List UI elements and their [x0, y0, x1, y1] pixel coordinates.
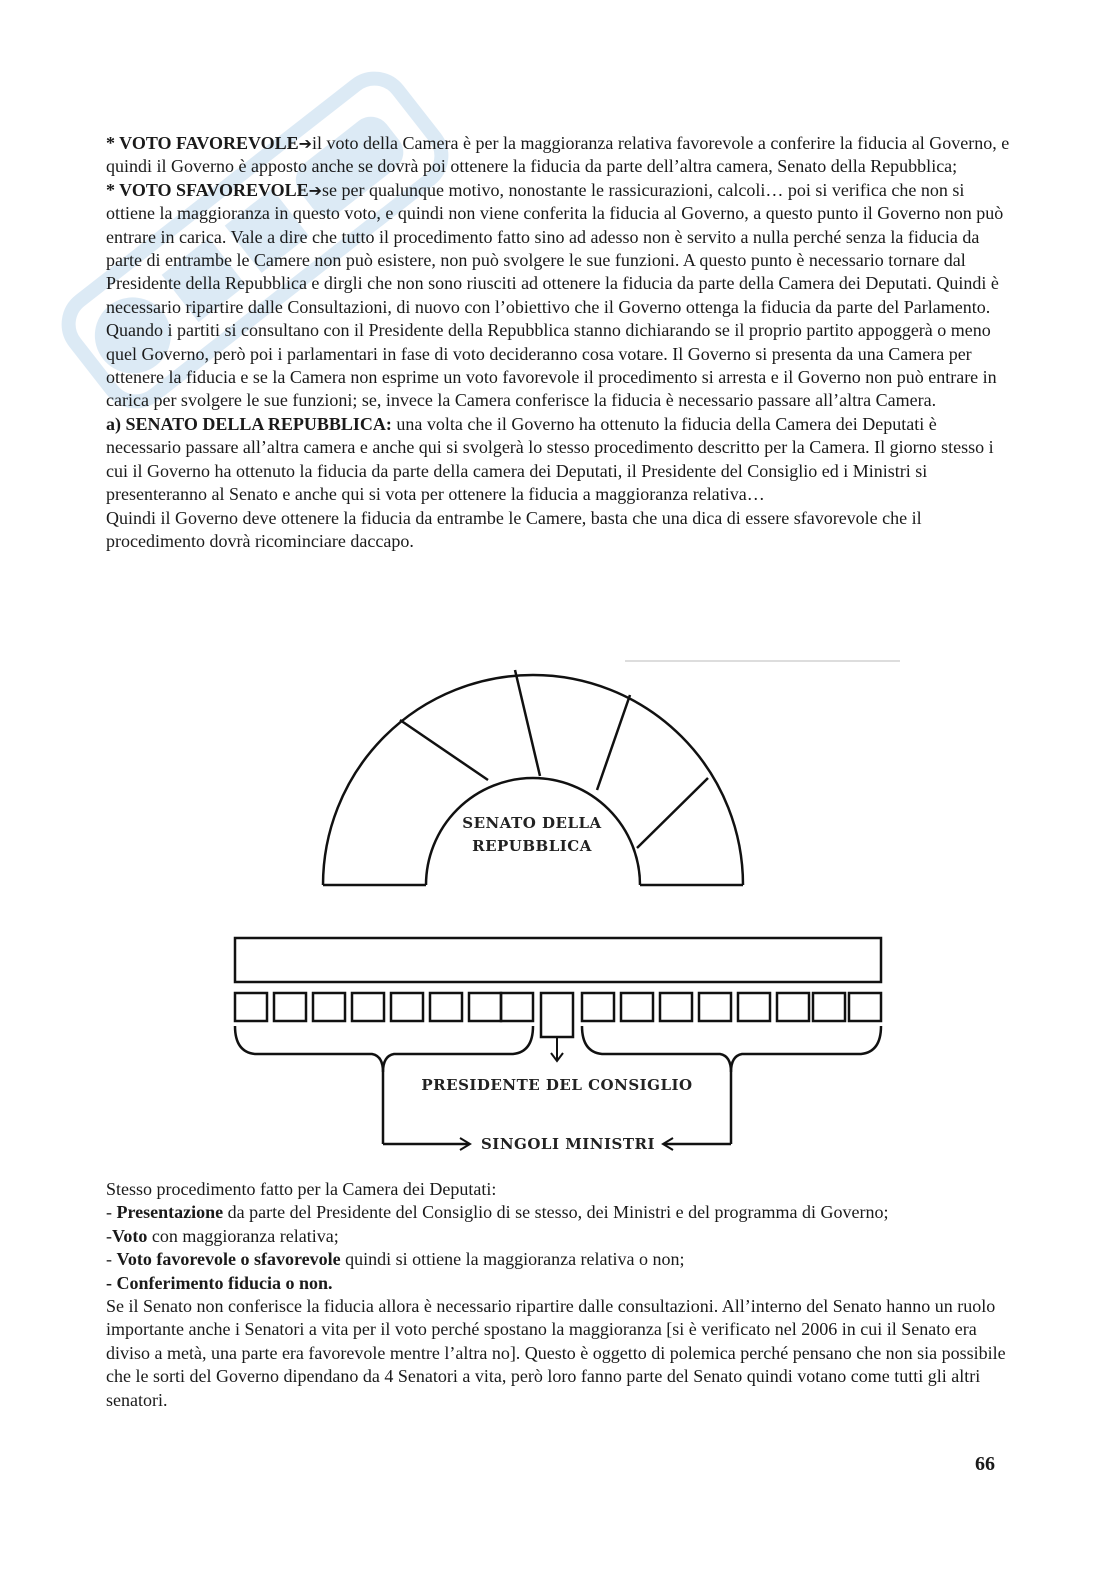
text-senato: una volta che il Governo ha ottenuto la fiducia della Camera dei Deputati è necessario passare all’altra camera e anche qui si svolgerà lo stesso procedimento descritto per la Camera. Il giorno stesso i cui il Governo ha ottenuto la fiducia da parte della camera dei Deputati, il Presidente del Consiglio ed i Ministri si presenteranno al Senato e anche qui si vota per ottenere la fiducia a maggioranza relativa…: [106, 413, 994, 505]
label-singoli-ministri: SINGOLI MINISTRI: [480, 1135, 656, 1153]
text-section-procedimento: [106, 1178, 1016, 1412]
senato-diagram: [0, 650, 1116, 1170]
seats-left: [235, 993, 533, 1021]
list-item-bold: Voto favorevole o sfavorevole: [116, 1249, 341, 1270]
list-item-conferimento: [106, 1272, 1016, 1295]
list-intro: Stesso procedimento fatto per la Camera dei Deputati:: [106, 1179, 497, 1199]
label-voto-sfavorevole: * VOTO SFAVOREVOLE: [106, 179, 309, 200]
paragraph-quindi: Quindi il Governo deve ottenere la fiducia da entrambe le Camere, basta che una dica di essere sfavorevole che il procedimento dovrà ricominciare daccapo.: [106, 507, 922, 551]
text-voto-favorevole: il voto della Camera è per la maggioranza relativa favorevole a conferire la fiducia al Governo, e quindi il Governo è apposto anche se dovrà poi ottenere la fiducia da parte dell’altra camera, Senato della Repubblica;: [106, 133, 1010, 177]
paragraph-final: Se il Senato non conferisce la fiducia allora è necessario ripartire dalle consultazioni. All’interno del Senato hanno un ruolo importante anche i Senatori a vita per il voto perché spostano la maggioranza [si è verificato nel 2006 in cui il Senato era diviso a metà, una parte era favorevole mentre l’altra no]. Questo è oggetto di polemica perché pensano che non sia possibile che le sorti del Governo dipendano da 4 Senatori a vita, però loro fanno parte del Senato quindi votano come tutti gli altri senatori.: [106, 1296, 1006, 1410]
label-senato-line1: SENATO DELLA: [462, 814, 602, 832]
list-item-bold: Presentazione: [116, 1202, 224, 1223]
text-voto-sfavorevole: se per qualunque motivo, nonostante le rassicurazioni, calcoli… poi si verifica che non si ottiene la maggioranza in questo voto, e quindi non viene conferita la fiducia al Governo, a questo punto il Governo non può entrare in carica. Vale a dire che tutto il procedimento fatto sino ad adesso non è servito a nulla perché senza la fiducia da parte di entrambe le Camere non può esistere, non può svolgere le sue funzioni. A questo punto è necessario tornare dal Presidente della Repubblica e dirgli che non sono riusciti ad ottenere la fiducia da parte della Camera dei Deputati. Quindi è necessario ripartire dalle Consultazioni, di nuovo con l’obiettivo che il Governo ottenga la fiducia da parte del Parlamento.: [106, 179, 1004, 317]
paragraph-senato: [106, 413, 1016, 507]
page-number: 66: [975, 1453, 995, 1475]
seats-right: [582, 993, 881, 1021]
label-voto-favorevole: * VOTO FAVOREVOLE: [106, 133, 299, 153]
text-section-voto: [106, 132, 1016, 553]
label-presidente-consiglio: PRESIDENTE DEL CONSIGLIO: [421, 1076, 693, 1094]
list-item-bold: - Conferimento fiducia o non.: [106, 1272, 333, 1293]
label-senato-line2: REPUBBLICA: [472, 837, 592, 855]
paragraph-voto-favorevole: [106, 132, 1016, 179]
paragraph-voto-sfavorevole: [106, 179, 1016, 319]
arrow-right-icon: ➔: [298, 134, 313, 153]
list-item-voto: -Voto con maggioranza relativa;: [106, 1225, 339, 1246]
list-item-favorevole: - Voto favorevole o sfavorevole quindi si ottiene la maggioranza relativa o non;: [106, 1249, 685, 1270]
label-senato: a) SENATO DELLA REPUBBLICA:: [106, 413, 392, 434]
list-item-text: con maggioranza relativa;: [151, 1225, 339, 1246]
paragraph-partiti: Quando i partiti si consultano con il Presidente della Repubblica stanno dichiarando se il proprio partito appoggerà o meno quel Governo, però poi i parlamentari in fase di voto decideranno cosa votare. Il Governo si presenta da una Camera per ottenere la fiducia e se la Camera non esprime un voto favorevole il procedimento si arresta e il Governo non può entrare in carica per svolgere le sue funzioni; se, invece la Camera conferisce la fiducia è necessario passare all’altra Camera.: [106, 320, 997, 411]
arrow-right-icon: ➔: [308, 180, 323, 200]
list-item-text: quindi si ottiene la maggioranza relativa o non;: [345, 1249, 685, 1270]
seat-presidente: [541, 993, 573, 1037]
list-item-bold: Voto: [112, 1225, 148, 1246]
government-bench: [235, 938, 881, 982]
list-item-text: da parte del Presidente del Consiglio di se stesso, dei Ministri e del programma di Governo;: [227, 1202, 889, 1223]
list-item-presentazione: - Presentazione da parte del Presidente del Consiglio di se stesso, dei Ministri e del programma di Governo;: [106, 1202, 889, 1223]
